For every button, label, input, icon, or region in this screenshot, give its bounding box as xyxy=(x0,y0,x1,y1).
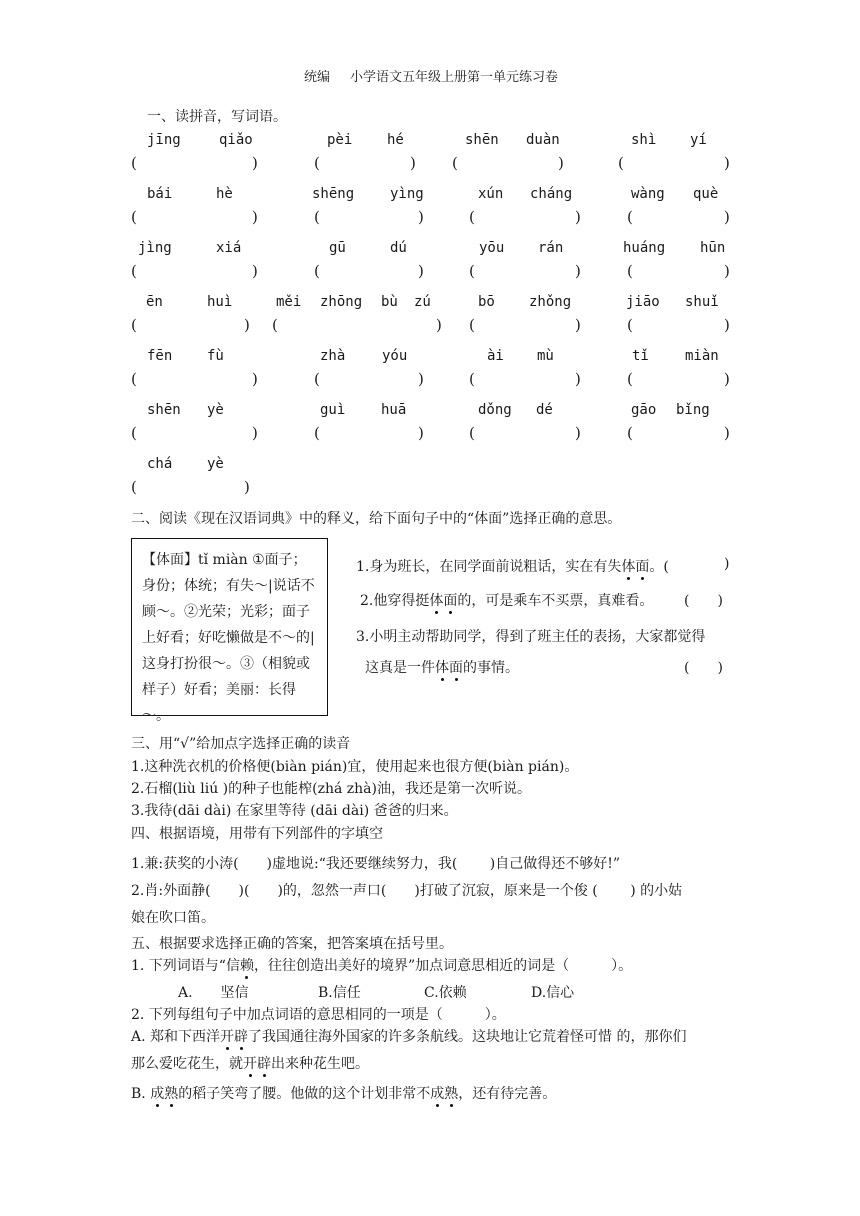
answer-paren-open: ( xyxy=(314,208,320,226)
section4-line-1: 1.兼:获奖的小涛( )虚地说:“我还要继续努力，我( )自己做得还不够好!” xyxy=(131,856,621,872)
pinyin-syllable: gū xyxy=(329,240,346,256)
section4-title: 四、根据语境，用带有下列部件的字填空 xyxy=(131,826,383,842)
answer-paren-open: ( xyxy=(627,316,633,334)
pinyin-syllable: wàng xyxy=(631,186,665,202)
option-d: D.信心 xyxy=(531,985,575,1001)
answer-paren-close: ) xyxy=(252,424,258,442)
answer-paren-close: ) xyxy=(436,316,442,334)
section5-question-2: 2. 下列每组句子中加点词语的意思相同的一项是（ ）。 xyxy=(131,1007,506,1023)
answer-paren-open: ( xyxy=(618,154,624,172)
answer-paren-close: ) xyxy=(418,262,424,280)
pinyin-syllable: huì xyxy=(207,294,233,310)
answer-paren-close: ) xyxy=(418,208,424,226)
dotted-char: 面 xyxy=(449,657,463,677)
answer-paren-open: ( xyxy=(131,478,137,496)
pinyin-syllable: huā xyxy=(381,402,407,418)
answer-paren-close: ) xyxy=(575,370,581,388)
pinyin-syllable: jìng xyxy=(138,240,172,256)
answer-paren-open: ( xyxy=(627,262,633,280)
pinyin-syllable: yí xyxy=(690,132,707,148)
section2-title: 二、阅读《现在汉语词典》中的释义，给下面句子中的“体面”选择正确的意思。 xyxy=(131,511,622,527)
dotted-char: 成 xyxy=(430,1083,444,1103)
section4-line-2: 2.肖:外面静( )( )的，忽然一声口( )打破了沉寂，原来是一个俊 ( ) 的小姑 xyxy=(131,883,683,899)
answer-paren-open: ( xyxy=(627,208,633,226)
dotted-char: 体 xyxy=(435,657,449,677)
pinyin-syllable: tǐ xyxy=(632,348,649,364)
answer-paren-open: ( xyxy=(469,262,475,280)
dotted-char: 体 xyxy=(621,556,635,576)
answer-paren-close: ) xyxy=(575,208,581,226)
pinyin-syllable: shēn xyxy=(147,402,181,418)
pinyin-syllable: zhà xyxy=(320,348,346,364)
answer-paren-close: ) xyxy=(558,154,564,172)
answer-paren-open: ( xyxy=(131,316,137,334)
answer-paren-open: ( xyxy=(131,154,137,172)
pinyin-syllable: shēng xyxy=(312,186,355,202)
section3-line-1: 1.这种洗衣机的价格便(biàn pián)宜，使用起来也很方便(biàn pián)。 xyxy=(131,759,579,775)
answer-paren-close: ) xyxy=(410,154,416,172)
header-left: 统编 xyxy=(304,70,331,85)
answer-paren-close: ) xyxy=(252,370,258,388)
pinyin-syllable: jīng xyxy=(147,132,181,148)
answer-paren-close: ) xyxy=(724,424,730,442)
pinyin-syllable: dé xyxy=(536,402,553,418)
section3-title: 三、用“√”给加点字选择正确的读音 xyxy=(131,736,351,752)
pinyin-syllable: dǒng xyxy=(478,402,512,418)
dotted-word xyxy=(435,660,463,676)
pinyin-syllable: shēn xyxy=(465,132,499,148)
answer-paren-open: ( xyxy=(627,370,633,388)
pinyin-syllable: hè xyxy=(216,186,233,202)
option-a: A. 坚信 xyxy=(178,985,249,1001)
answer-paren-open: ( xyxy=(272,316,278,334)
section2-question-3-line1: 3.小明主动帮助同学，得到了班主任的表扬，大家都觉得 xyxy=(356,629,706,645)
section5-question-1: 1. 下列词语与“信赖，往往创造出美好的境界”加点词意思相近的词是（ ）。 xyxy=(131,955,632,975)
answer-paren-close: ) xyxy=(244,316,250,334)
pinyin-syllable: duàn xyxy=(526,132,560,148)
section3-line-2: 2.石榴(liù liú )的种子也能榨(zhá zhà)油，我还是第一次听说。 xyxy=(131,781,531,797)
section2-question-1: 1.身为班长，在同学面前说粗话，实在有失体面。( xyxy=(356,556,669,576)
dotted-char: 成 xyxy=(150,1083,164,1103)
answer-paren-open: ( xyxy=(131,208,137,226)
section1-title: 一、读拼音，写词语。 xyxy=(147,109,287,125)
pinyin-syllable: huáng xyxy=(623,240,666,256)
option-b: B.信任 xyxy=(318,985,361,1001)
choice-a-line-2: 那么爱吃花生，就开辟出来种花生吧。 xyxy=(131,1053,369,1073)
pinyin-syllable: què xyxy=(693,186,719,202)
dotted-word xyxy=(150,1086,178,1102)
section2-question-2: 2.他穿得挺体面的，可是乘车不买票，真难看。 xyxy=(360,590,653,610)
pinyin-syllable: zhǒng xyxy=(529,294,572,310)
answer-paren-close: ) xyxy=(575,316,581,334)
pinyin-syllable: dú xyxy=(390,240,407,256)
dotted-char: 赖 xyxy=(240,955,254,975)
answer-paren-open: ( xyxy=(314,154,320,172)
dictionary-entry: 【体面】tǐ miàn ①面子；身份；体统；有失～|说话不顾～。②光荣；光彩；面子上好看；好吃懒做是不～的|这身打扮很～。③（相貌或样子）好看；美丽：长得～。 xyxy=(131,538,328,716)
answer-paren-open: ( xyxy=(131,424,137,442)
dotted-char: 体 xyxy=(429,590,443,610)
answer-paren-open: ( xyxy=(131,262,137,280)
answer-paren-open: ( xyxy=(469,208,475,226)
answer-paren-open: ( xyxy=(131,370,137,388)
pinyin-syllable: měi xyxy=(276,294,302,310)
answer-paren-open: ( xyxy=(314,370,320,388)
answer-paren-close: ) xyxy=(418,370,424,388)
pinyin-syllable: hūn xyxy=(700,240,726,256)
pinyin-syllable: fù xyxy=(207,348,224,364)
pinyin-syllable: xiá xyxy=(216,240,242,256)
pinyin-syllable: bù xyxy=(381,294,398,310)
dotted-word xyxy=(220,1029,248,1045)
dotted-char: 面 xyxy=(635,556,649,576)
pinyin-syllable: yè xyxy=(207,402,224,418)
answer-paren-close: ) xyxy=(418,424,424,442)
dotted-char: 辟 xyxy=(234,1026,248,1046)
section2-question-3-line2: 这真是一件体面的事情。 xyxy=(365,657,519,677)
section3-line-3: 3.我待(dāi dài) 在家里等待 (dāi dài) 爸爸的归来。 xyxy=(131,803,458,819)
pinyin-syllable: jiāo xyxy=(626,294,660,310)
pinyin-syllable: bǐng xyxy=(676,402,710,418)
answer-paren-open: ( xyxy=(627,424,633,442)
pinyin-syllable: qiǎo xyxy=(219,132,253,148)
dotted-word xyxy=(429,593,457,609)
dotted-char: 辟 xyxy=(257,1053,271,1073)
pinyin-syllable: yìng xyxy=(390,186,424,202)
answer-paren-1: ) xyxy=(724,556,730,572)
pinyin-syllable: shuǐ xyxy=(685,294,719,310)
answer-paren-close: ) xyxy=(724,262,730,280)
dotted-word xyxy=(621,559,649,575)
pinyin-syllable: hé xyxy=(387,132,404,148)
pinyin-syllable: bō xyxy=(478,294,495,310)
answer-paren-close: ) xyxy=(724,316,730,334)
answer-paren-close: ) xyxy=(575,262,581,280)
answer-paren-open: ( xyxy=(469,424,475,442)
answer-paren-open: ( xyxy=(452,154,458,172)
pinyin-syllable: bái xyxy=(147,186,173,202)
pinyin-syllable: zhōng xyxy=(320,294,363,310)
option-c: C.依赖 xyxy=(424,985,467,1001)
section5-title: 五、根据要求选择正确的答案，把答案填在括号里。 xyxy=(131,936,453,952)
pinyin-syllable: gāo xyxy=(631,402,657,418)
pinyin-syllable: ài xyxy=(487,348,504,364)
answer-paren-open: ( xyxy=(314,424,320,442)
dotted-word xyxy=(430,1086,458,1102)
choice-b: B. 成熟的稻子笑弯了腰。他做的这个计划非常不成熟，还有待完善。 xyxy=(131,1083,556,1103)
answer-paren-open: ( xyxy=(469,370,475,388)
answer-paren-open: ( xyxy=(314,262,320,280)
pinyin-syllable: fēn xyxy=(147,348,173,364)
answer-paren-close: ) xyxy=(252,262,258,280)
answer-paren-close: ) xyxy=(724,370,730,388)
dotted-char: 开 xyxy=(220,1026,234,1046)
pinyin-syllable: pèi xyxy=(327,132,353,148)
pinyin-syllable: rán xyxy=(538,240,564,256)
answer-paren-close: ) xyxy=(575,424,581,442)
section4-line-3: 娘在吹口笛。 xyxy=(131,910,215,926)
pinyin-syllable: xún xyxy=(478,186,504,202)
pinyin-syllable: ēn xyxy=(146,294,163,310)
pinyin-syllable: yōu xyxy=(479,240,505,256)
pinyin-syllable: yè xyxy=(207,456,224,472)
dotted-char: 面 xyxy=(443,590,457,610)
pinyin-syllable: yóu xyxy=(382,348,408,364)
pinyin-syllable: guì xyxy=(320,402,346,418)
answer-paren-2: ( ) xyxy=(684,593,723,609)
answer-paren-close: ) xyxy=(252,208,258,226)
pinyin-syllable: zú xyxy=(414,294,431,310)
pinyin-syllable: miàn xyxy=(685,348,719,364)
answer-paren-close: ) xyxy=(724,154,730,172)
dotted-word xyxy=(243,1056,271,1072)
pinyin-syllable: mù xyxy=(537,348,554,364)
dotted-word xyxy=(240,958,254,974)
pinyin-syllable: shì xyxy=(631,132,657,148)
pinyin-syllable: chá xyxy=(147,456,173,472)
pinyin-syllable: cháng xyxy=(530,186,573,202)
answer-paren-3: ( ) xyxy=(684,660,723,676)
answer-paren-close: ) xyxy=(724,208,730,226)
dotted-char: 熟 xyxy=(164,1083,178,1103)
page-title: 小学语文五年级上册第一单元练习卷 xyxy=(350,70,559,85)
answer-paren-close: ) xyxy=(252,154,258,172)
dotted-char: 开 xyxy=(243,1053,257,1073)
choice-a-line-1: A. 郑和下西洋开辟了我国通往海外国家的许多条航线。这块地让它荒着怪可惜 的，那你们 xyxy=(131,1026,686,1046)
answer-paren-close: ) xyxy=(244,478,250,496)
answer-paren-open: ( xyxy=(469,316,475,334)
dotted-char: 熟 xyxy=(444,1083,458,1103)
